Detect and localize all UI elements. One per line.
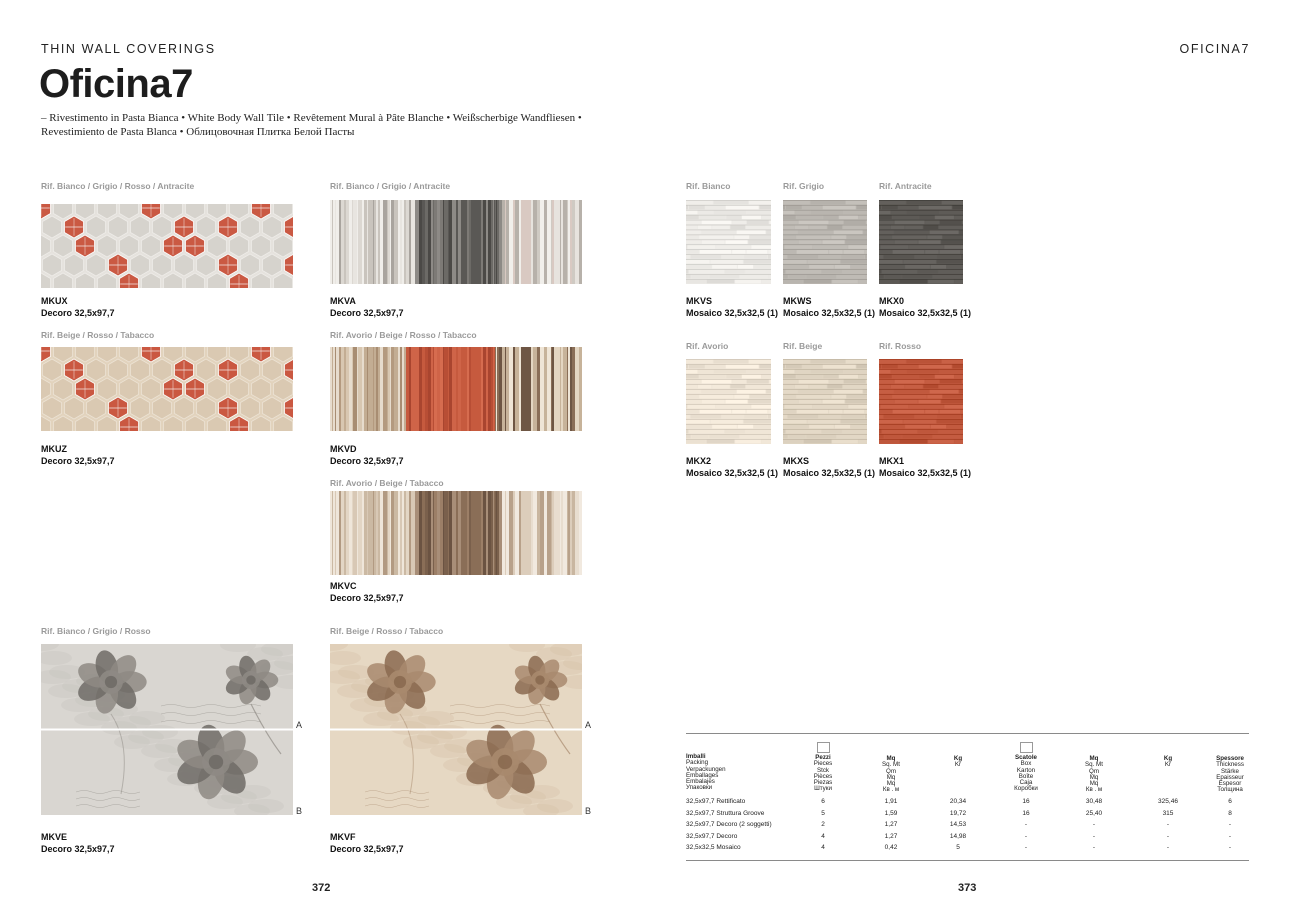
table-cell: 32,5x97,7 Decoro [686,832,738,840]
table-cell: 30,48 [1085,798,1103,805]
table-cell: 6 [1228,798,1232,805]
header-kg-2 [1143,756,1193,769]
header-title: Spessore [1216,755,1244,762]
table-cell: 1,27 [884,821,898,828]
header-title: Kg [1163,755,1173,762]
table-cell: - [1166,832,1170,840]
tile-code: MKVE [41,832,68,842]
table-cell: 32,5x32,5 Mosaico [686,844,741,851]
tile-desc: Decoro 32,5x97,7 [330,844,404,854]
tile-ref: Rif. Bianco / Grigio / Rosso / Antracite [41,181,195,191]
header-line: Piezas [813,779,833,787]
mosaic-desc: Mosaico 32,5x32,5 (1) [879,468,972,478]
tile-code: MKVA [330,296,356,306]
header-line: Stck [816,766,830,774]
header-sqm-2 [1069,756,1119,794]
tile-image-mkvd [330,347,582,431]
table-cell: 1,59 [884,809,898,817]
header-line: Boîte [1018,772,1034,780]
packing-table [686,733,1249,861]
table-row [686,810,1249,822]
table-cell: - [1024,821,1028,828]
table-cell: 32,5x97,7 Decoro (2 soggetti) [686,821,772,828]
tile-desc: Decoro 32,5x97,7 [330,593,404,603]
tile-caption-mkvd [330,443,404,467]
table-cell: 32,5x97,7 Struttura Groove [686,809,765,817]
mosaic-caption-mkws [783,295,875,319]
tile-caption-mkvf [330,831,404,855]
tile-image-mkva [330,200,582,284]
mosaic-caption-mkvs [686,295,778,319]
tile-marker-b: B [296,806,303,816]
header-line: Qm [1089,767,1099,775]
header-thickness [1205,756,1255,794]
mosaic-code: MKX2 [686,456,712,466]
right-page-brand: OFICINA7 [1179,42,1250,56]
header-line: Espesor [1218,780,1242,788]
tile-desc: Decoro 32,5x97,7 [330,308,404,318]
table-cell: 14,98 [949,832,967,840]
header-line: Verpackungen [686,765,726,773]
mosaic-image-mkvs [686,200,771,284]
header-line: Emballages [686,771,719,779]
mosaic-code: MKWS [783,296,812,306]
tile-marker-b: B [585,806,592,816]
mosaic-ref: Rif. Beige [783,341,823,351]
header-line: Stärke [1221,767,1239,775]
header-line: Sq. Mt [882,761,900,769]
tile-code: MKVF [330,832,356,842]
header-line: Thickness [1216,761,1244,769]
table-cell: 315 [1162,809,1174,817]
header-line: Упаковки [686,784,713,792]
tile-image-mkve [41,644,293,815]
tile-code: MKUX [41,296,68,306]
header-line: Mq [1089,773,1099,781]
tile-desc: Decoro 32,5x97,7 [330,456,404,466]
table-cell: - [1166,844,1170,851]
table-cell: 8 [1228,809,1232,817]
tile-caption-mkvc [330,580,404,604]
table-cell: - [1024,844,1028,851]
tile-desc: Decoro 32,5x97,7 [41,844,115,854]
mosaic-code: MKX0 [879,296,905,306]
mosaic-desc: Mosaico 32,5x32,5 (1) [686,468,779,478]
tile-code: MKUZ [41,444,67,454]
header-line: Pieces [813,760,833,768]
tile-caption-mkva [330,295,404,319]
collection-subtitle: – Rivestimento in Pasta Bianca • White Body Wall Tile • Revêtement Mural à Pâte Blanche • Weißscherbige Wandfliesen • Revestimiento de Pasta Blanca • Облицовочная Плитка Белой Пасты [41,112,582,138]
table-header [686,734,1249,798]
header-boxes [1001,742,1051,793]
tile-caption-mkuz [41,443,115,467]
header-line: Epaisseur [1216,773,1244,781]
mosaic-image-mkx0 [879,200,963,284]
table-cell: - [1024,832,1028,840]
table-cell: 325,46 [1158,798,1178,805]
mosaic-image-mkx2 [686,359,771,444]
table-cell: 1,91 [884,798,898,805]
header-title: Pezzi [815,754,831,761]
table-row [686,833,1249,845]
table-cell: - [1092,821,1096,828]
table-cell: 14,53 [949,821,967,828]
box-icon [817,742,830,753]
header-line: Box [1020,760,1032,768]
mosaic-caption-mkxs [783,455,875,479]
table-cell: - [1092,832,1096,840]
header-title: Mq [886,755,896,762]
tile-ref: Rif. Bianco / Grigio / Rosso [41,626,151,636]
mosaic-desc: Mosaico 32,5x32,5 (1) [783,468,876,478]
header-line: Коробки [1014,785,1038,793]
table-cell: 2 [821,821,825,828]
mosaic-ref: Rif. Grigio [783,181,825,191]
table-row [686,844,1249,856]
tile-image-mkux [41,204,293,288]
tile-ref: Rif. Avorio / Beige / Rosso / Tabacco [330,330,477,340]
mosaic-image-mkxs [783,359,867,444]
tile-ref: Rif. Beige / Rosso / Tabacco [41,330,155,340]
tile-code: MKVD [330,444,357,454]
table-cell: 0,42 [884,844,898,851]
header-line: Karton [1016,766,1036,774]
table-cell: 16 [1022,798,1030,805]
tile-image-mkvf [330,644,582,815]
pallet-icon [1020,742,1033,753]
header-line: Mq [1089,780,1099,788]
collection-title: Oficina7 [39,62,193,106]
header-line: Штуки [814,785,832,793]
header-packing [686,754,786,792]
table-body [686,798,1249,856]
tile-desc: Decoro 32,5x97,7 [41,308,115,318]
tile-ref: Rif. Avorio / Beige / Tabacco [330,478,444,488]
header-sqm [866,756,916,794]
header-line: Embalajes [686,778,715,786]
tile-ref: Rif. Beige / Rosso / Tabacco [330,626,444,636]
header-line: Caja [1019,779,1033,787]
tile-code: MKVC [330,581,357,591]
mosaic-desc: Mosaico 32,5x32,5 (1) [879,308,972,318]
table-cell: 32,5x97,7 Rettificato [686,798,746,805]
header-pieces [798,742,848,793]
tile-ref: Rif. Bianco / Grigio / Antracite [330,181,451,191]
mosaic-code: MKXS [783,456,810,466]
table-row [686,821,1249,833]
table-cell: - [1166,821,1170,828]
mosaic-image-mkws [783,200,867,284]
header-line: Толщина [1217,786,1243,794]
header-line: Mq [886,780,896,788]
table-cell: 20,34 [949,798,967,805]
table-cell: 19,72 [949,809,967,817]
header-line: Packing [686,759,709,767]
mosaic-image-mkx1 [879,359,963,444]
header-line: Sq. Mt [1085,761,1103,769]
tile-desc: Decoro 32,5x97,7 [41,456,115,466]
mosaic-ref: Rif. Antracite [879,181,932,191]
header-line: Кв . м [882,786,900,794]
tile-caption-mkve [41,831,115,855]
header-line: Кв . м [1085,786,1103,794]
mosaic-code: MKVS [686,296,713,306]
table-cell: 4 [821,844,825,851]
table-cell: 5 [956,844,960,851]
table-rule-bottom [686,860,1249,861]
header-title: Kg [953,755,963,762]
tile-image-mkuz [41,347,293,431]
header-line: Mq [886,773,896,781]
table-cell: 1,27 [884,832,898,840]
table-cell: - [1092,844,1096,851]
header-kg [933,756,983,769]
mosaic-desc: Mosaico 32,5x32,5 (1) [686,308,779,318]
table-cell: - [1228,844,1232,851]
table-cell: 16 [1022,809,1030,817]
header-title: Imballi [686,753,706,760]
tile-marker-a: A [296,720,303,730]
header-title: Scatole [1014,754,1037,761]
table-cell: 6 [821,798,825,805]
mosaic-caption-mkx0 [879,295,971,319]
page-number-right: 373 [958,882,977,894]
table-cell: 5 [821,809,825,817]
table-row [686,798,1249,810]
header-line: Kr [954,761,962,769]
table-cell: - [1228,832,1232,840]
table-cell: 25,40 [1085,809,1103,817]
mosaic-caption-mkx1 [879,455,971,479]
mosaic-desc: Mosaico 32,5x32,5 (1) [783,308,876,318]
mosaic-caption-mkx2 [686,455,778,479]
tile-caption-mkux [41,295,115,319]
header-line: Qm [886,767,896,775]
table-cell: 4 [821,832,825,840]
mosaic-ref: Rif. Rosso [879,341,922,351]
tile-marker-a: A [585,720,592,730]
mosaic-ref: Rif. Bianco [686,181,731,191]
mosaic-ref: Rif. Avorio [686,341,729,351]
header-title: Mq [1089,755,1099,762]
tile-image-mkvc [330,491,582,575]
mosaic-code: MKX1 [879,456,905,466]
header-line: Pièces [813,772,833,780]
page-number-left: 372 [312,882,331,894]
header-line: Kr [1164,761,1172,769]
section-kicker: THIN WALL COVERINGS [41,42,216,56]
table-cell: - [1228,821,1232,828]
